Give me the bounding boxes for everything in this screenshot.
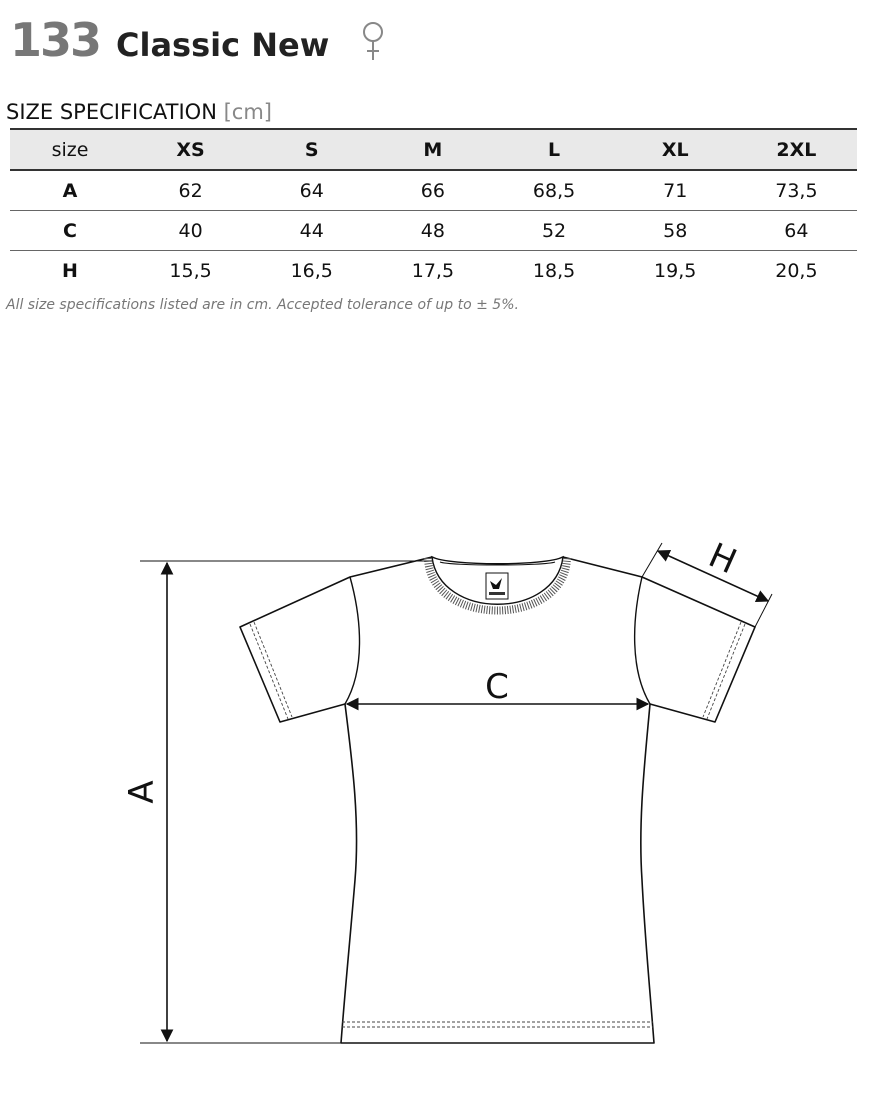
tolerance-note: All size specifications listed are in cm. Accepted tolerance of up to ± 5%. <box>6 297 519 313</box>
model-name: Classic New <box>116 26 330 64</box>
table-cell: 62 <box>130 170 251 211</box>
model-number: 133 <box>10 13 101 67</box>
column-header-m: M <box>372 129 493 170</box>
table-cell: 64 <box>736 211 857 251</box>
table-cell: 44 <box>251 211 372 251</box>
column-header-2xl: 2XL <box>736 129 857 170</box>
header <box>8 8 868 78</box>
table-cell: 48 <box>372 211 493 251</box>
column-header-l: L <box>493 129 614 170</box>
table-header-row <box>10 129 857 170</box>
table-cell: 68,5 <box>493 170 614 211</box>
table-cell: 18,5 <box>532 259 576 282</box>
column-header-s: S <box>251 129 372 170</box>
table-cell: 17,5 <box>411 259 455 282</box>
table-cell: 58 <box>615 211 736 251</box>
row-label: A <box>10 170 130 211</box>
neck-label-text <box>489 592 505 595</box>
table-cell: 20,5 <box>775 259 818 282</box>
row-label: H <box>62 259 78 282</box>
table-cell: 64 <box>251 170 372 211</box>
dimension-a-label: A <box>122 780 162 804</box>
table-cell: 19,5 <box>654 259 697 282</box>
column-header-xl: XL <box>615 129 736 170</box>
table-cell: 71 <box>615 170 736 211</box>
table-row-h <box>10 251 857 291</box>
table-row-a <box>10 170 857 211</box>
table-cell: 66 <box>372 170 493 211</box>
table-cell: 73,5 <box>736 170 857 211</box>
dimension-h-label: H <box>702 535 743 583</box>
size-specification-title <box>6 98 272 126</box>
table-cell: 40 <box>130 211 251 251</box>
dimension-c-label: C <box>485 667 509 707</box>
table-row-c <box>10 211 857 251</box>
spec-title-text: SIZE SPECIFICATION <box>6 100 217 124</box>
spec-unit: [cm] <box>223 100 272 124</box>
tshirt-measurement-diagram <box>0 520 872 1080</box>
female-symbol-icon <box>360 20 386 64</box>
table-cell: 15,5 <box>169 259 212 282</box>
row-label: C <box>10 211 130 251</box>
column-header-xs: XS <box>130 129 251 170</box>
column-header-size: size <box>10 129 130 170</box>
table-cell: 52 <box>493 211 614 251</box>
size-table <box>10 128 857 290</box>
tshirt-outline <box>240 557 755 1043</box>
dimension-h-ext-1 <box>642 543 662 577</box>
table-cell: 16,5 <box>290 259 333 282</box>
